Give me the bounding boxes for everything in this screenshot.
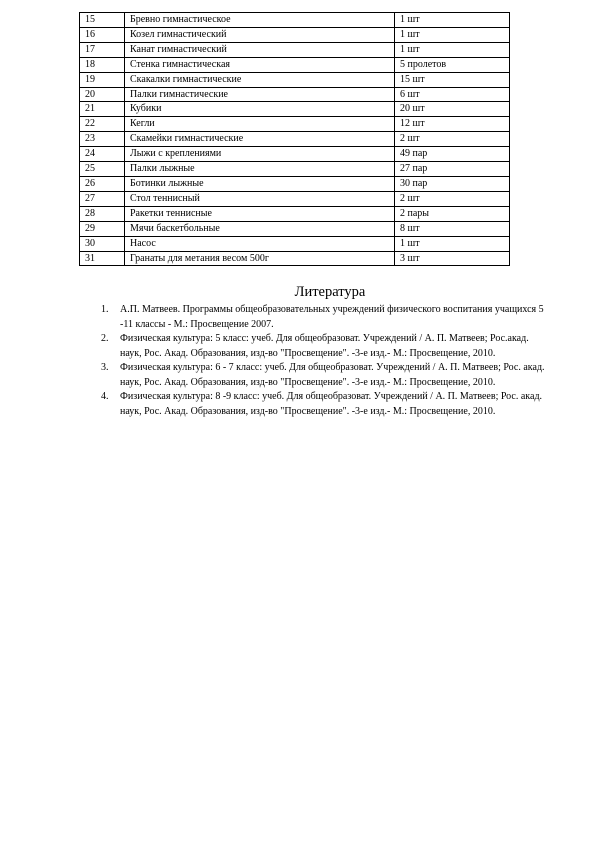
row-number: 28 (80, 206, 125, 221)
literature-item-number: 3. (101, 362, 109, 373)
item-quantity: 3 шт (395, 251, 510, 266)
literature-item (101, 332, 551, 361)
table-row (80, 87, 510, 102)
literature-item-number: 1. (101, 304, 109, 315)
item-name: Ракетки теннисные (125, 206, 395, 221)
item-quantity: 1 шт (395, 13, 510, 28)
row-number: 16 (80, 27, 125, 42)
literature-heading: Литература (294, 284, 366, 300)
row-number: 15 (80, 13, 125, 28)
literature-item-number: 4. (101, 391, 109, 402)
item-quantity: 2 шт (395, 191, 510, 206)
row-number: 18 (80, 57, 125, 72)
table-row (80, 57, 510, 72)
item-name: Бревно гимнастическое (125, 13, 395, 28)
row-number: 20 (80, 87, 125, 102)
literature-item-text: А.П. Матвеев. Программы общеобразовательных учреждений физического воспитания учащихся 5 -11 классы - М.: Просвещение 2007. (120, 304, 544, 330)
literature-item-number: 2. (101, 333, 109, 344)
item-name: Стенка гимнастическая (125, 57, 395, 72)
literature-item-text: Физическая культура: 8 -9 класс: учеб. Для общеобразоват. Учреждений / А. П. Матвеев; Рос. акад. наук, Рос. Акад. Образования, изд-во "Просвещение". -3-е изд.- М.: Просвещение, 2010. (120, 391, 543, 417)
item-quantity: 27 пар (395, 162, 510, 177)
table-row (80, 221, 510, 236)
row-number: 23 (80, 132, 125, 147)
item-quantity: 15 шт (395, 72, 510, 87)
literature-item-text: Физическая культура: 6 - 7 класс: учеб. Для общеобразоват. Учреждений / А. П. Матвеев; Рос. акад. наук, Рос. Акад. Образования, изд-во "Просвещение". -3-е изд.- М.: Просвещение, 2010. (120, 362, 545, 388)
item-name: Палки лыжные (125, 162, 395, 177)
row-number: 29 (80, 221, 125, 236)
table-row (80, 176, 510, 191)
table-row (80, 117, 510, 132)
item-name: Стол теннисный (125, 191, 395, 206)
row-number: 24 (80, 147, 125, 162)
item-quantity: 12 шт (395, 117, 510, 132)
item-name: Кегли (125, 117, 395, 132)
item-quantity: 5 пролетов (395, 57, 510, 72)
item-name: Палки гимнастические (125, 87, 395, 102)
item-name: Скамейки гимнастические (125, 132, 395, 147)
table-row (80, 162, 510, 177)
row-number: 31 (80, 251, 125, 266)
row-number: 17 (80, 42, 125, 57)
item-quantity: 20 шт (395, 102, 510, 117)
table-row (80, 206, 510, 221)
table-row (80, 27, 510, 42)
row-number: 30 (80, 236, 125, 251)
literature-item (101, 361, 551, 390)
row-number: 19 (80, 72, 125, 87)
item-name: Козел гимнастический (125, 27, 395, 42)
item-name: Канат гимнастический (125, 42, 395, 57)
row-number: 22 (80, 117, 125, 132)
item-quantity: 1 шт (395, 42, 510, 57)
row-number: 27 (80, 191, 125, 206)
table-row (80, 132, 510, 147)
item-name: Кубики (125, 102, 395, 117)
item-name: Скакалки гимнастические (125, 72, 395, 87)
item-name: Насос (125, 236, 395, 251)
table-row (80, 72, 510, 87)
table-row (80, 236, 510, 251)
table-row (80, 251, 510, 266)
item-quantity: 30 пар (395, 176, 510, 191)
literature-list (101, 303, 551, 419)
item-quantity: 6 шт (395, 87, 510, 102)
row-number: 25 (80, 162, 125, 177)
item-name: Гранаты для метания весом 500г (125, 251, 395, 266)
literature-item-text: Физическая культура: 5 класс: учеб. Для общеобразоват. Учреждений / А. П. Матвеев; Рос.акад. наук, Рос. Акад. Образования, изд-во "Просвещение". -3-е изд.- М.: Просвещение, 2010. (120, 333, 529, 359)
row-number: 26 (80, 176, 125, 191)
item-quantity: 1 шт (395, 236, 510, 251)
item-quantity: 8 шт (395, 221, 510, 236)
item-name: Мячи баскетбольные (125, 221, 395, 236)
literature-item (101, 390, 551, 419)
equipment-table (79, 12, 510, 266)
literature-item (101, 303, 551, 332)
item-quantity: 2 шт (395, 132, 510, 147)
item-quantity: 49 пар (395, 147, 510, 162)
table-row (80, 102, 510, 117)
table-row (80, 191, 510, 206)
table-row (80, 13, 510, 28)
table-row (80, 42, 510, 57)
row-number: 21 (80, 102, 125, 117)
item-name: Ботинки лыжные (125, 176, 395, 191)
item-name: Лыжи с креплениями (125, 147, 395, 162)
item-quantity: 1 шт (395, 27, 510, 42)
table-row (80, 147, 510, 162)
item-quantity: 2 пары (395, 206, 510, 221)
